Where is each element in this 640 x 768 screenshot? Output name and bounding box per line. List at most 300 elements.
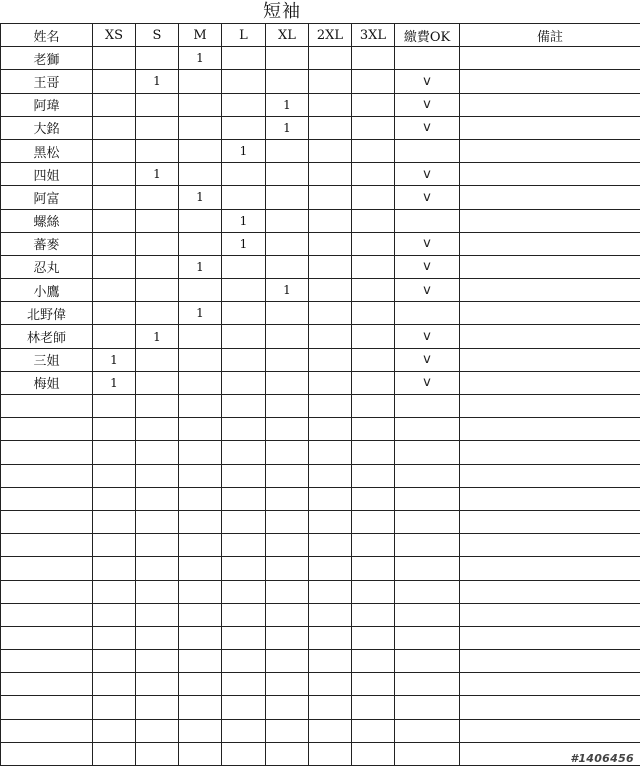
note-cell [460, 534, 640, 557]
header-row [1, 24, 640, 47]
m-cell [179, 719, 222, 742]
2xl-cell [309, 534, 352, 557]
note-cell [460, 232, 640, 255]
sheet-title: 短袖 [263, 1, 301, 22]
s-cell [136, 742, 179, 765]
s-cell [136, 487, 179, 510]
3xl-cell [352, 626, 395, 649]
xl-cell: 1 [266, 279, 309, 302]
xl-cell [266, 186, 309, 209]
empty-row [1, 487, 640, 510]
xl-cell [266, 719, 309, 742]
note-cell [460, 186, 640, 209]
s-cell [136, 395, 179, 418]
2xl-cell [309, 255, 352, 278]
m-cell [179, 626, 222, 649]
paid-cell [395, 441, 460, 464]
name-cell [1, 441, 93, 464]
xs-cell: 1 [93, 348, 136, 371]
name-cell: 老獅 [1, 47, 93, 70]
3xl-cell [352, 441, 395, 464]
m-cell [179, 534, 222, 557]
m-cell [179, 673, 222, 696]
l-cell [222, 464, 266, 487]
xl-cell: 1 [266, 116, 309, 139]
empty-row [1, 418, 640, 441]
xs-cell [93, 139, 136, 162]
2xl-cell [309, 650, 352, 673]
xs-cell [93, 163, 136, 186]
xl-cell [266, 232, 309, 255]
l-cell [222, 70, 266, 93]
3xl-cell [352, 70, 395, 93]
m-cell: 1 [179, 186, 222, 209]
paid-cell [395, 464, 460, 487]
name-cell [1, 742, 93, 765]
paid-cell [395, 557, 460, 580]
s-cell [136, 371, 179, 394]
l-cell [222, 395, 266, 418]
m-cell [179, 325, 222, 348]
note-cell [460, 93, 640, 116]
xs-cell: 1 [93, 371, 136, 394]
empty-row [1, 580, 640, 603]
m-cell [179, 93, 222, 116]
s-cell [136, 255, 179, 278]
note-cell [460, 395, 640, 418]
table-row [1, 163, 640, 186]
2xl-cell [309, 139, 352, 162]
table-row [1, 209, 640, 232]
header-size-xs: XS [93, 24, 136, 47]
xl-cell [266, 673, 309, 696]
table-row [1, 186, 640, 209]
header-name: 姓名 [1, 24, 93, 47]
s-cell [136, 510, 179, 533]
table-body [1, 47, 640, 766]
note-cell [460, 47, 640, 70]
l-cell [222, 371, 266, 394]
xs-cell [93, 534, 136, 557]
m-cell [179, 139, 222, 162]
paid-cell: v [395, 70, 460, 93]
paid-cell [395, 626, 460, 649]
table-row [1, 348, 640, 371]
note-cell [460, 510, 640, 533]
m-cell [179, 487, 222, 510]
l-cell [222, 534, 266, 557]
xl-cell [266, 626, 309, 649]
m-cell [179, 395, 222, 418]
header-note: 備註 [460, 24, 640, 47]
s-cell [136, 47, 179, 70]
m-cell [179, 510, 222, 533]
m-cell: 1 [179, 47, 222, 70]
s-cell [136, 441, 179, 464]
xl-cell [266, 487, 309, 510]
xs-cell [93, 232, 136, 255]
3xl-cell [352, 279, 395, 302]
paid-cell: v [395, 348, 460, 371]
m-cell [179, 603, 222, 626]
l-cell [222, 603, 266, 626]
xl-cell [266, 557, 309, 580]
2xl-cell [309, 163, 352, 186]
3xl-cell [352, 464, 395, 487]
name-cell [1, 510, 93, 533]
s-cell [136, 279, 179, 302]
paid-cell [395, 302, 460, 325]
table-row [1, 47, 640, 70]
name-cell [1, 719, 93, 742]
note-cell [460, 626, 640, 649]
m-cell [179, 279, 222, 302]
l-cell [222, 742, 266, 765]
paid-cell [395, 209, 460, 232]
s-cell [136, 603, 179, 626]
l-cell [222, 580, 266, 603]
3xl-cell [352, 209, 395, 232]
watermark: #1406456 [570, 752, 634, 765]
xl-cell [266, 464, 309, 487]
name-cell: 蕃麥 [1, 232, 93, 255]
xs-cell [93, 395, 136, 418]
empty-row [1, 510, 640, 533]
2xl-cell [309, 93, 352, 116]
paid-cell [395, 487, 460, 510]
empty-row [1, 696, 640, 719]
name-cell [1, 395, 93, 418]
shirt-order-table [0, 23, 640, 766]
xs-cell [93, 209, 136, 232]
paid-cell: v [395, 186, 460, 209]
xl-cell [266, 163, 309, 186]
header-size-s: S [136, 24, 179, 47]
empty-row [1, 626, 640, 649]
note-cell [460, 441, 640, 464]
2xl-cell [309, 348, 352, 371]
s-cell [136, 348, 179, 371]
xl-cell [266, 255, 309, 278]
3xl-cell [352, 696, 395, 719]
3xl-cell [352, 325, 395, 348]
2xl-cell [309, 395, 352, 418]
name-cell [1, 557, 93, 580]
2xl-cell [309, 279, 352, 302]
l-cell [222, 93, 266, 116]
3xl-cell [352, 487, 395, 510]
xl-cell [266, 696, 309, 719]
l-cell [222, 510, 266, 533]
2xl-cell [309, 47, 352, 70]
paid-cell: v [395, 371, 460, 394]
m-cell [179, 650, 222, 673]
note-cell [460, 603, 640, 626]
paid-cell [395, 47, 460, 70]
xl-cell [266, 348, 309, 371]
xl-cell [266, 418, 309, 441]
paid-cell: v [395, 255, 460, 278]
2xl-cell [309, 742, 352, 765]
name-cell: 大銘 [1, 116, 93, 139]
note-cell [460, 673, 640, 696]
s-cell: 1 [136, 325, 179, 348]
l-cell [222, 116, 266, 139]
l-cell [222, 418, 266, 441]
xs-cell [93, 325, 136, 348]
note-cell [460, 116, 640, 139]
table-row [1, 325, 640, 348]
l-cell [222, 279, 266, 302]
l-cell: 1 [222, 209, 266, 232]
note-cell [460, 279, 640, 302]
3xl-cell [352, 395, 395, 418]
l-cell [222, 626, 266, 649]
3xl-cell [352, 742, 395, 765]
note-cell [460, 348, 640, 371]
l-cell [222, 650, 266, 673]
name-cell [1, 487, 93, 510]
xl-cell [266, 302, 309, 325]
s-cell: 1 [136, 70, 179, 93]
note-cell [460, 371, 640, 394]
s-cell [136, 557, 179, 580]
name-cell: 黑松 [1, 139, 93, 162]
xs-cell [93, 464, 136, 487]
xl-cell [266, 534, 309, 557]
name-cell: 王哥 [1, 70, 93, 93]
2xl-cell [309, 70, 352, 93]
l-cell [222, 47, 266, 70]
note-cell [460, 464, 640, 487]
s-cell [136, 93, 179, 116]
name-cell [1, 673, 93, 696]
xl-cell [266, 742, 309, 765]
xs-cell [93, 580, 136, 603]
empty-row [1, 719, 640, 742]
s-cell [136, 673, 179, 696]
xs-cell [93, 626, 136, 649]
table-row [1, 139, 640, 162]
l-cell [222, 325, 266, 348]
3xl-cell [352, 348, 395, 371]
m-cell [179, 696, 222, 719]
xl-cell [266, 209, 309, 232]
s-cell [136, 302, 179, 325]
3xl-cell [352, 603, 395, 626]
table-row [1, 70, 640, 93]
paid-cell: v [395, 279, 460, 302]
xl-cell [266, 650, 309, 673]
paid-cell: v [395, 232, 460, 255]
s-cell: 1 [136, 163, 179, 186]
paid-cell [395, 510, 460, 533]
2xl-cell [309, 464, 352, 487]
header-size-3xl: 3XL [352, 24, 395, 47]
xl-cell [266, 441, 309, 464]
3xl-cell [352, 163, 395, 186]
2xl-cell [309, 557, 352, 580]
xl-cell [266, 580, 309, 603]
2xl-cell [309, 603, 352, 626]
note-cell [460, 139, 640, 162]
s-cell [136, 139, 179, 162]
s-cell [136, 696, 179, 719]
xs-cell [93, 603, 136, 626]
paid-cell [395, 603, 460, 626]
m-cell [179, 348, 222, 371]
paid-cell [395, 139, 460, 162]
2xl-cell [309, 186, 352, 209]
xl-cell [266, 371, 309, 394]
note-cell [460, 70, 640, 93]
xs-cell [93, 742, 136, 765]
xs-cell [93, 696, 136, 719]
header-size-2xl: 2XL [309, 24, 352, 47]
xs-cell [93, 650, 136, 673]
paid-cell [395, 650, 460, 673]
l-cell [222, 348, 266, 371]
l-cell [222, 487, 266, 510]
m-cell [179, 742, 222, 765]
3xl-cell [352, 534, 395, 557]
xs-cell [93, 186, 136, 209]
m-cell [179, 209, 222, 232]
name-cell [1, 603, 93, 626]
table-row [1, 116, 640, 139]
paid-cell: v [395, 163, 460, 186]
2xl-cell [309, 418, 352, 441]
l-cell [222, 255, 266, 278]
m-cell [179, 163, 222, 186]
table-row [1, 93, 640, 116]
xs-cell [93, 47, 136, 70]
m-cell: 1 [179, 302, 222, 325]
l-cell [222, 673, 266, 696]
xs-cell [93, 510, 136, 533]
paid-cell [395, 742, 460, 765]
note-cell [460, 302, 640, 325]
name-cell [1, 464, 93, 487]
empty-row [1, 464, 640, 487]
paid-cell [395, 395, 460, 418]
l-cell [222, 163, 266, 186]
2xl-cell [309, 719, 352, 742]
name-cell [1, 696, 93, 719]
2xl-cell [309, 626, 352, 649]
m-cell: 1 [179, 255, 222, 278]
s-cell [136, 232, 179, 255]
name-cell: 阿富 [1, 186, 93, 209]
paid-cell [395, 719, 460, 742]
l-cell [222, 696, 266, 719]
3xl-cell [352, 47, 395, 70]
m-cell [179, 464, 222, 487]
paid-cell: v [395, 325, 460, 348]
paid-cell [395, 534, 460, 557]
paid-cell [395, 418, 460, 441]
name-cell: 忍丸 [1, 255, 93, 278]
empty-row [1, 557, 640, 580]
table-row [1, 302, 640, 325]
3xl-cell [352, 719, 395, 742]
note-cell [460, 209, 640, 232]
name-cell [1, 626, 93, 649]
note-cell [460, 418, 640, 441]
3xl-cell [352, 510, 395, 533]
2xl-cell [309, 325, 352, 348]
name-cell: 阿瑋 [1, 93, 93, 116]
2xl-cell [309, 673, 352, 696]
3xl-cell [352, 557, 395, 580]
s-cell [136, 464, 179, 487]
l-cell [222, 441, 266, 464]
table-row [1, 255, 640, 278]
3xl-cell [352, 673, 395, 696]
2xl-cell [309, 302, 352, 325]
xl-cell [266, 603, 309, 626]
3xl-cell [352, 186, 395, 209]
2xl-cell [309, 696, 352, 719]
3xl-cell [352, 580, 395, 603]
empty-row [1, 395, 640, 418]
header-size-l: L [222, 24, 266, 47]
m-cell [179, 557, 222, 580]
xl-cell [266, 47, 309, 70]
paid-cell [395, 580, 460, 603]
xs-cell [93, 557, 136, 580]
3xl-cell [352, 650, 395, 673]
2xl-cell [309, 232, 352, 255]
l-cell [222, 719, 266, 742]
l-cell: 1 [222, 139, 266, 162]
xl-cell [266, 139, 309, 162]
l-cell: 1 [222, 232, 266, 255]
name-cell [1, 534, 93, 557]
xs-cell [93, 255, 136, 278]
name-cell: 四姐 [1, 163, 93, 186]
xs-cell [93, 441, 136, 464]
2xl-cell [309, 487, 352, 510]
m-cell [179, 70, 222, 93]
xs-cell [93, 116, 136, 139]
2xl-cell [309, 371, 352, 394]
s-cell [136, 116, 179, 139]
note-cell [460, 696, 640, 719]
xs-cell [93, 487, 136, 510]
empty-row [1, 603, 640, 626]
s-cell [136, 209, 179, 232]
s-cell [136, 580, 179, 603]
empty-row [1, 650, 640, 673]
note-cell [460, 163, 640, 186]
xl-cell [266, 510, 309, 533]
m-cell [179, 371, 222, 394]
table-row [1, 232, 640, 255]
3xl-cell [352, 418, 395, 441]
m-cell [179, 580, 222, 603]
xs-cell [93, 302, 136, 325]
empty-row [1, 441, 640, 464]
header-size-xl: XL [266, 24, 309, 47]
note-cell [460, 255, 640, 278]
note-cell [460, 650, 640, 673]
2xl-cell [309, 441, 352, 464]
xs-cell [93, 93, 136, 116]
xl-cell [266, 395, 309, 418]
l-cell [222, 186, 266, 209]
s-cell [136, 534, 179, 557]
